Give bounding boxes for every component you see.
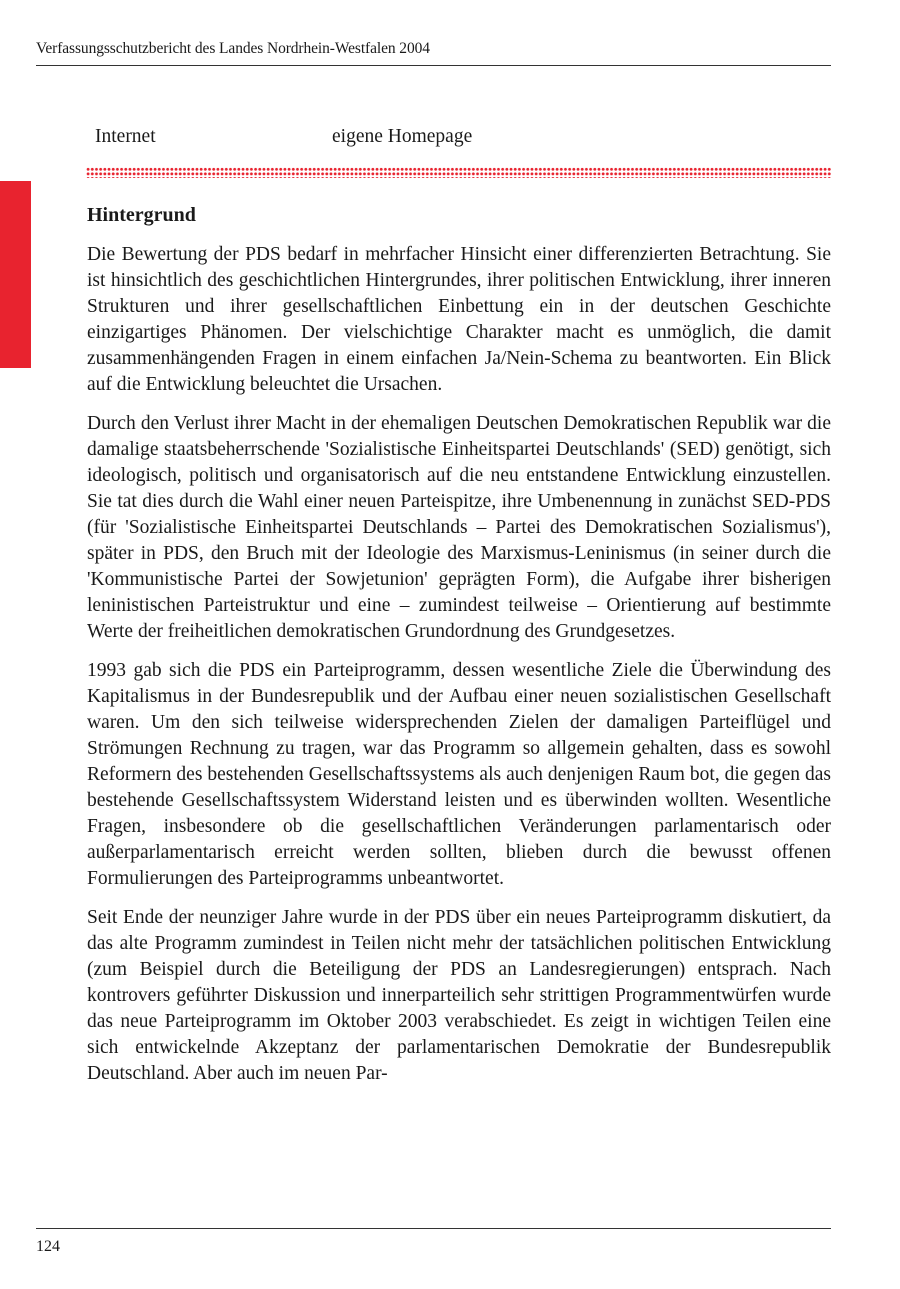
running-header: Verfassungsschutzbericht des Landes Nordrhein-Westfalen 2004 [36,40,430,57]
header-divider [36,65,831,66]
paragraph: Seit Ende der neunziger Jahre wurde in der PDS über ein neues Parteiprogramm diskutiert, da das alte Programm zumindest in Teilen nicht mehr der tatsächlichen politischen Entwicklung (zum Beispiel durch die Beteiligung der PDS an Landesregierungen) entsprach. Nach kontrovers geführter Diskussion und innerparteilich sehr strittigen Programmentwürfen wurde das neue Parteiprogramm im Oktober 2003 verabschiedet. Es zeigt in wichtigen Teilen eine sich entwickelnde Akzeptanz der parlamentarischen Demokratie der Bundesrepublik Deutschland. Aber auch im neuen Par- [87,907,831,1084]
paragraph: 1993 gab sich die PDS ein Parteiprogramm, dessen wesentliche Ziele die Überwindung des Kapitalismus in der Bundesrepublik und der Aufbau einer neuen sozialistischen Gesellschaft waren. Um den sich teilweise widersprechenden Zielen der damaligen Parteiflügel und Strömungen Rechnung zu tragen, war das Programm so allgemein gehalten, dass es sowohl Reformern des bestehenden Gesellschaftssystems als auch denjenigen Raum bot, die gegen das bestehende Gesellschaftssystem Widerstand leisten und es überwinden wollten. Wesentliche Fragen, insbesondere ob die gesellschaftlichen Veränderungen parlamentarisch oder außerparlamentarisch erreicht werden sollten, blieben durch die bewusst offenen Formulierungen des Parteiprogramms unbeantwortet. [87,660,831,889]
paragraph: Durch den Verlust ihrer Macht in der ehemaligen Deutschen Demokratischen Republik war die damalige staatsbeherrschende 'Sozialistische Einheitspartei Deutschlands' (SED) genötigt, sich ideologisch, politisch und organisatorisch auf die neu entstandene Entwicklung einzustellen. Sie tat dies durch die Wahl einer neuen Parteispitze, ihre Umbenennung in zunächst SED-PDS (für 'Sozialistische Einheitspartei Deutschlands – Partei des Demokratischen Sozialismus'), später in PDS, den Bruch mit der Ideologie des Marxismus-Leninismus (in seiner durch die 'Kommunistische Partei der Sowjetunion' geprägten Form), die Aufgabe ihrer bisherigen leninistischen Parteistruktur und eine – zumindest teilweise – Orientierung auf bestimmte Werte der freiheitlichen demokratischen Grundordnung des Grundgesetzes. [87,413,831,642]
info-value: eigene Homepage [332,126,473,147]
section-heading: Hintergrund [87,204,196,226]
page-number: 124 [36,1238,60,1255]
info-label: Internet [95,126,156,147]
footer-divider [36,1228,831,1229]
paragraph: Die Bewertung der PDS bedarf in mehrfacher Hinsicht einer differenzierten Betrachtung. Sie ist hinsichtlich des geschichtlichen Hintergrundes, ihrer politischen Entwicklung, ihrer inneren Strukturen und ihrer gesellschaftlichen Einbettung ein in der deutschen Geschichte einzigartiges Phänomen. Der vielschichtige Charakter macht es unmöglich, die damit zusammenhängenden Fragen in einem einfachen Ja/Nein-Schema zu beantworten. Ein Blick auf die Entwicklung beleuchtet die Ursachen. [87,244,831,395]
body-text [87,242,831,1100]
side-marker [0,181,31,368]
dotted-divider [86,167,831,178]
